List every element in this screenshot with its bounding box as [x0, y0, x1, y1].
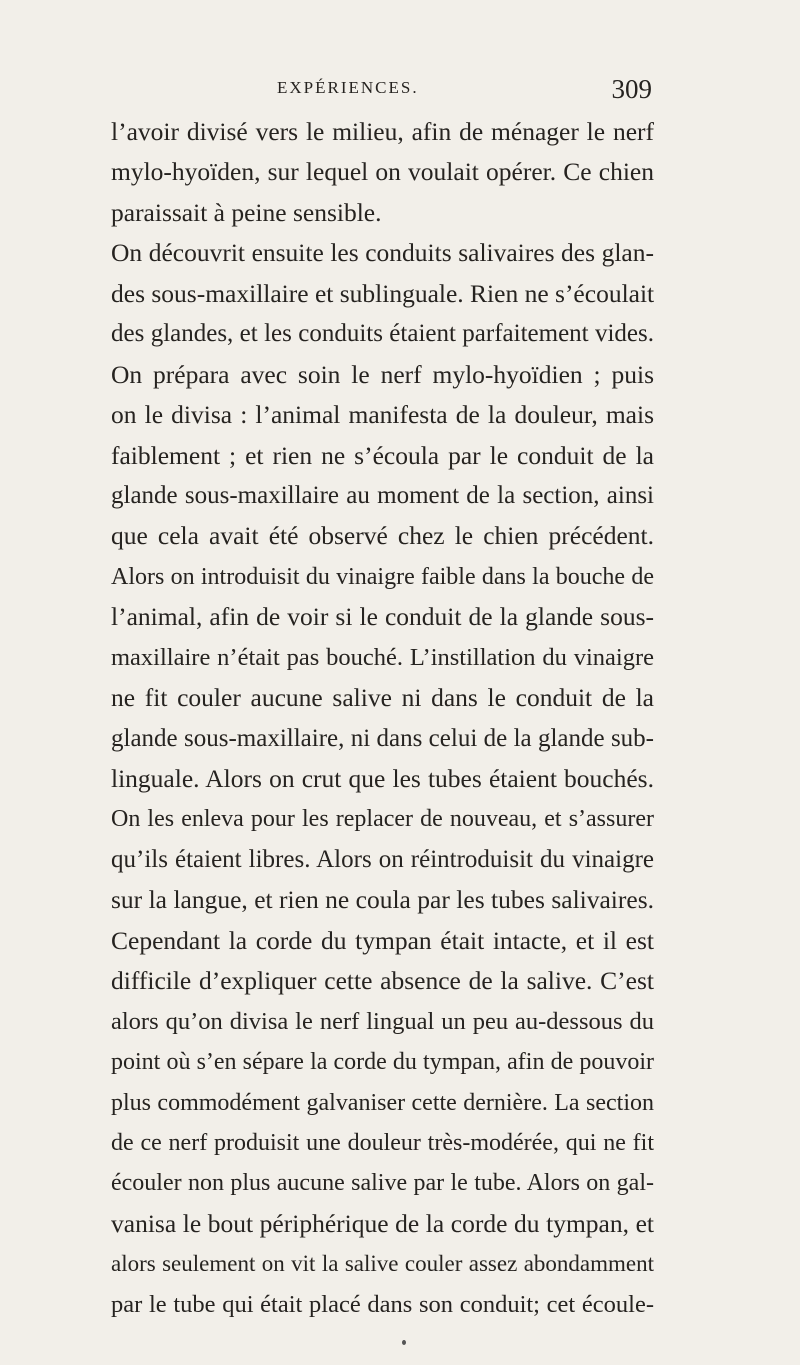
text-line: de ce nerf produisit une douleur très-modérée, qui ne fit — [111, 1129, 654, 1156]
text-line: linguale. Alors on crut que les tubes étaient bouchés. — [111, 764, 654, 793]
text-line: sur la langue, et rien ne coula par les tubes salivaires. — [111, 885, 654, 915]
ink-speck — [402, 1340, 406, 1345]
text-line: des glandes, et les conduits étaient parfaitement vides. — [111, 320, 654, 348]
text-line: difficile d’expliquer cette absence de la salive. C’est — [111, 966, 654, 996]
text-line: On prépara avec soin le nerf mylo-hyoïdien ; puis — [111, 359, 654, 389]
text-line: faiblement ; et rien ne s’écoula par le conduit de la — [111, 440, 654, 470]
text-line: point où s’en sépare la corde du tympan, afin de pouvoir — [111, 1049, 654, 1076]
text-line: plus commodément galvaniser cette dernière. La section — [111, 1089, 654, 1116]
running-head — [112, 74, 652, 108]
text-line: Cependant la corde du tympan était intacte, et il est — [111, 925, 654, 955]
text-line: On découvrit ensuite les conduits salivaires des glan- — [111, 238, 654, 268]
text-line: Alors on introduisit du vinaigre faible dans la bouche de — [111, 563, 654, 590]
text-line: alors seulement on vit la salive couler assez abondamment — [111, 1251, 654, 1277]
text-line: que cela avait été observé chez le chien précédent. — [111, 521, 654, 551]
body-text — [111, 112, 654, 1325]
text-line: ne fit couler aucune salive ni dans le conduit de la — [111, 683, 654, 713]
text-line: l’avoir divisé vers le milieu, afin de ménager le nerf — [111, 117, 654, 146]
text-line: alors qu’on divisa le nerf lingual un peu au-dessous du — [111, 1007, 654, 1035]
text-line: par le tube qui était placé dans son conduit; cet écoule- — [111, 1290, 654, 1318]
text-line: on le divisa : l’animal manifesta de la douleur, mais — [111, 400, 654, 430]
text-line: paraissait à peine sensible. — [111, 197, 382, 227]
text-line: qu’ils étaient libres. Alors on réintroduisit du vinaigre — [111, 845, 654, 873]
text-line: vanisa le bout périphérique de la corde du tympan, et — [111, 1208, 654, 1238]
running-title: EXPÉRIENCES. — [277, 78, 419, 97]
text-line: On les enleva pour les replacer de nouveau, et s’assurer — [111, 806, 654, 833]
text-line: écouler non plus aucune salive par le tube. Alors on gal- — [111, 1170, 654, 1197]
text-line: maxillaire n’était pas bouché. L’instillation du vinaigre — [111, 643, 654, 671]
text-line: glande sous-maxillaire, ni dans celui de la glande sub- — [111, 724, 654, 752]
text-line: des sous-maxillaire et sublinguale. Rien ne s’écoulait — [111, 278, 655, 308]
text-line: glande sous-maxillaire au moment de la section, ainsi — [111, 481, 654, 509]
text-line: l’animal, afin de voir si le conduit de la glande sous- — [111, 602, 654, 632]
page-number: 309 — [611, 74, 652, 104]
text-line: mylo-hyoïden, sur lequel on voulait opérer. Ce chien — [111, 157, 654, 187]
